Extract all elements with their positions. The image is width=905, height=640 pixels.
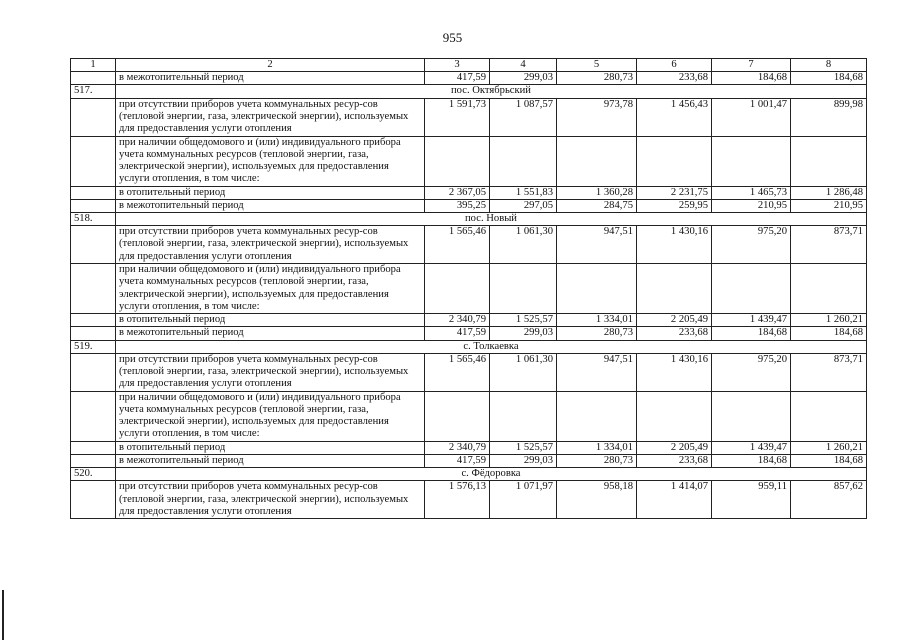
value-cell: 1 414,07: [637, 481, 712, 519]
value-cell: [791, 136, 867, 186]
value-cell: 284,75: [557, 199, 637, 212]
value-cell: [712, 136, 791, 186]
value-cell: 280,73: [557, 327, 637, 340]
value-cell: 1 061,30: [490, 353, 557, 391]
value-cell: 233,68: [637, 327, 712, 340]
value-cell: 1 260,21: [791, 314, 867, 327]
row-label: в межотопительный период: [116, 199, 425, 212]
value-cell: 299,03: [490, 455, 557, 468]
table-row: [71, 199, 867, 212]
location-row: [71, 340, 867, 353]
value-cell: 2 231,75: [637, 186, 712, 199]
value-cell: 233,68: [637, 72, 712, 85]
value-cell: 417,59: [425, 327, 490, 340]
table-row: [71, 226, 867, 264]
value-cell: 395,25: [425, 199, 490, 212]
value-cell: 297,05: [490, 199, 557, 212]
value-cell: 899,98: [791, 98, 867, 136]
value-cell: [490, 264, 557, 314]
table-row: [71, 314, 867, 327]
table-row: [71, 98, 867, 136]
location-name: пос. Октябрьский: [116, 85, 867, 98]
value-cell: [490, 136, 557, 186]
page-number: 955: [442, 30, 463, 45]
value-cell: 1 565,46: [425, 226, 490, 264]
value-cell: 184,68: [712, 455, 791, 468]
row-number: [71, 391, 116, 441]
row-number: [71, 199, 116, 212]
value-cell: 184,68: [712, 72, 791, 85]
value-cell: [791, 264, 867, 314]
value-cell: 1 334,01: [557, 314, 637, 327]
value-cell: 1 286,48: [791, 186, 867, 199]
row-number: 519.: [71, 340, 116, 353]
value-cell: 975,20: [712, 226, 791, 264]
row-number: [71, 186, 116, 199]
value-cell: 280,73: [557, 455, 637, 468]
row-label: в межотопительный период: [116, 72, 425, 85]
row-label: при наличии общедомового и (или) индивидуального прибора учета коммунальных ресурсов (тепловой энергии, газа, электрической энергии), используемых для предоставления услуги отопления, в том числе:: [116, 136, 425, 186]
location-row: [71, 213, 867, 226]
value-cell: 2 205,49: [637, 441, 712, 454]
row-number: 517.: [71, 85, 116, 98]
value-cell: 299,03: [490, 72, 557, 85]
value-cell: 210,95: [712, 199, 791, 212]
tariff-table: [70, 58, 867, 519]
row-number: [71, 327, 116, 340]
value-cell: 1 260,21: [791, 441, 867, 454]
value-cell: [557, 136, 637, 186]
header-cell: 3: [425, 59, 490, 72]
value-cell: 1 525,57: [490, 314, 557, 327]
header-cell: 1: [71, 59, 116, 72]
value-cell: 1 525,57: [490, 441, 557, 454]
value-cell: 184,68: [791, 72, 867, 85]
value-cell: 1 591,73: [425, 98, 490, 136]
table-row: [71, 391, 867, 441]
value-cell: 259,95: [637, 199, 712, 212]
value-cell: [712, 391, 791, 441]
value-cell: 299,03: [490, 327, 557, 340]
value-cell: 1 430,16: [637, 353, 712, 391]
value-cell: 2 205,49: [637, 314, 712, 327]
row-number: [71, 481, 116, 519]
value-cell: 873,71: [791, 353, 867, 391]
header-cell: 6: [637, 59, 712, 72]
row-label: при наличии общедомового и (или) индивидуального прибора учета коммунальных ресурсов (тепловой энергии, газа, электрической энергии), используемых для предоставления услуги отопления, в том числе:: [116, 391, 425, 441]
value-cell: [425, 391, 490, 441]
value-cell: 1 087,57: [490, 98, 557, 136]
header-cell: 5: [557, 59, 637, 72]
value-cell: 1 071,97: [490, 481, 557, 519]
header-cell: 4: [490, 59, 557, 72]
value-cell: 1 360,28: [557, 186, 637, 199]
value-cell: 417,59: [425, 455, 490, 468]
value-cell: 184,68: [712, 327, 791, 340]
value-cell: 233,68: [637, 455, 712, 468]
row-label: при наличии общедомового и (или) индивидуального прибора учета коммунальных ресурсов (тепловой энергии, газа, электрической энергии), используемых для предоставления услуги отопления, в том числе:: [116, 264, 425, 314]
row-label: при отсутствии приборов учета коммунальных ресур-сов (тепловой энергии, газа, электрической энергии), используемых для предоставления услуги отопления: [116, 481, 425, 519]
value-cell: [712, 264, 791, 314]
location-name: с. Толкаевка: [116, 340, 867, 353]
table-row: [71, 72, 867, 85]
value-cell: 2 340,79: [425, 441, 490, 454]
value-cell: 1 001,47: [712, 98, 791, 136]
row-label: в межотопительный период: [116, 327, 425, 340]
location-name: пос. Новый: [116, 213, 867, 226]
row-label: при отсутствии приборов учета коммунальных ресур-сов (тепловой энергии, газа, электрической энергии), используемых для предоставления услуги отопления: [116, 353, 425, 391]
value-cell: 1 061,30: [490, 226, 557, 264]
value-cell: 2 340,79: [425, 314, 490, 327]
value-cell: 947,51: [557, 353, 637, 391]
row-number: [71, 353, 116, 391]
location-row: [71, 468, 867, 481]
value-cell: [637, 391, 712, 441]
table-row: [71, 264, 867, 314]
value-cell: 1 576,13: [425, 481, 490, 519]
row-number: 518.: [71, 213, 116, 226]
row-label: в отопительный период: [116, 441, 425, 454]
row-number: 520.: [71, 468, 116, 481]
table-row: [71, 481, 867, 519]
value-cell: 1 465,73: [712, 186, 791, 199]
row-number: [71, 98, 116, 136]
row-number: [71, 314, 116, 327]
value-cell: 1 439,47: [712, 441, 791, 454]
table-body: [71, 59, 867, 519]
value-cell: 184,68: [791, 327, 867, 340]
value-cell: [490, 391, 557, 441]
value-cell: 959,11: [712, 481, 791, 519]
value-cell: 184,68: [791, 455, 867, 468]
value-cell: 2 367,05: [425, 186, 490, 199]
value-cell: [637, 264, 712, 314]
row-number: [71, 455, 116, 468]
scan-edge-mark: [2, 590, 4, 640]
table-row: [71, 353, 867, 391]
location-name: с. Фёдоровка: [116, 468, 867, 481]
row-label: при отсутствии приборов учета коммунальных ресур-сов (тепловой энергии, газа, электрической энергии), используемых для предоставления услуги отопления: [116, 98, 425, 136]
value-cell: 1 565,46: [425, 353, 490, 391]
row-label: в отопительный период: [116, 186, 425, 199]
location-row: [71, 85, 867, 98]
value-cell: 210,95: [791, 199, 867, 212]
row-number: [71, 441, 116, 454]
value-cell: 1 439,47: [712, 314, 791, 327]
value-cell: [425, 264, 490, 314]
row-label: в межотопительный период: [116, 455, 425, 468]
value-cell: 873,71: [791, 226, 867, 264]
row-number: [71, 136, 116, 186]
table-row: [71, 441, 867, 454]
row-number: [71, 72, 116, 85]
value-cell: 417,59: [425, 72, 490, 85]
value-cell: 947,51: [557, 226, 637, 264]
value-cell: 973,78: [557, 98, 637, 136]
value-cell: [425, 136, 490, 186]
row-number: [71, 226, 116, 264]
value-cell: [557, 391, 637, 441]
value-cell: [557, 264, 637, 314]
value-cell: 958,18: [557, 481, 637, 519]
value-cell: 1 456,43: [637, 98, 712, 136]
value-cell: 1 334,01: [557, 441, 637, 454]
header-row: [71, 59, 867, 72]
table-row: [71, 186, 867, 199]
table-row: [71, 327, 867, 340]
value-cell: 1 551,83: [490, 186, 557, 199]
value-cell: 975,20: [712, 353, 791, 391]
value-cell: 280,73: [557, 72, 637, 85]
value-cell: [791, 391, 867, 441]
row-number: [71, 264, 116, 314]
row-label: в отопительный период: [116, 314, 425, 327]
row-label: при отсутствии приборов учета коммунальных ресур-сов (тепловой энергии, газа, электрической энергии), используемых для предоставления услуги отопления: [116, 226, 425, 264]
header-cell: 2: [116, 59, 425, 72]
table-row: [71, 455, 867, 468]
header-cell: 8: [791, 59, 867, 72]
value-cell: 857,62: [791, 481, 867, 519]
value-cell: 1 430,16: [637, 226, 712, 264]
header-cell: 7: [712, 59, 791, 72]
table-row: [71, 136, 867, 186]
value-cell: [637, 136, 712, 186]
